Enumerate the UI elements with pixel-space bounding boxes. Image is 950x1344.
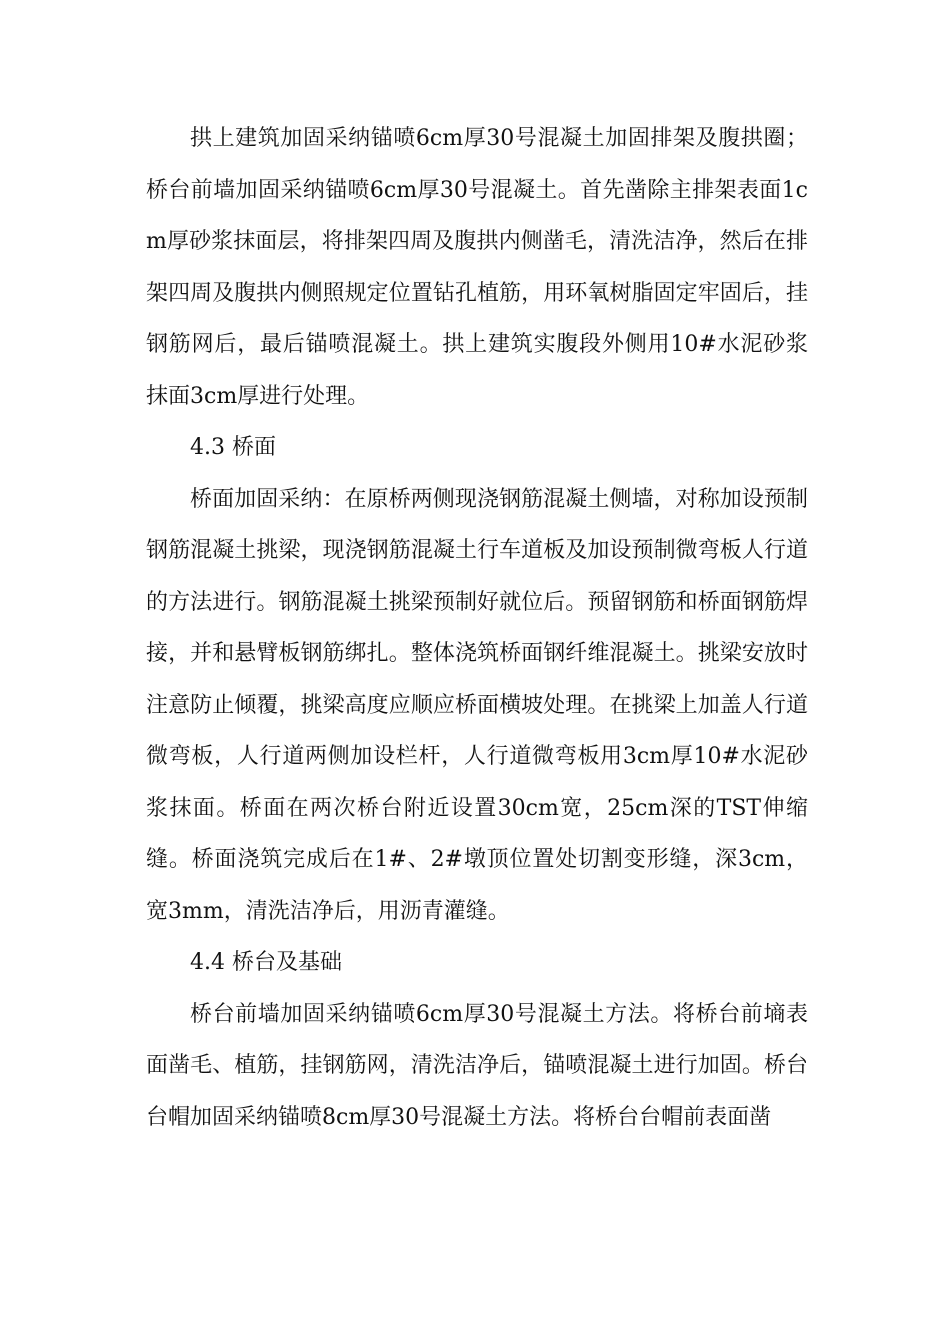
section-heading-4-3: 4.3 桥面 <box>190 435 276 460</box>
paragraph-arch-superstructure: 拱上建筑加固采纳锚喷6cm厚30号混凝土加固排架及腹拱圈；桥台前墙加固采纳锚喷6cm厚30号混凝土。首先凿除主排架表面1cm厚砂浆抹面层，将排架四周及腹拱内侧凿毛，清洗洁净，然后在排架四周及腹拱内侧照规定位置钻孔植筋，用环氧树脂固定牢固后，挂钢筋网后，最后锚喷混凝土。拱上建筑实腹段外侧用10#水泥砂浆抹面3cm厚进行处理。 <box>146 126 808 409</box>
section-heading-4-4: 4.4 桥台及基础 <box>190 950 342 975</box>
document-body <box>146 113 808 1143</box>
paragraph-bridge-deck: 桥面加固采纳：在原桥两侧现浇钢筋混凝土侧墙，对称加设预制钢筋混凝土挑梁，现浇钢筋混凝土行车道板及加设预制微弯板人行道的方法进行。钢筋混凝土挑梁预制好就位后。预留钢筋和桥面钢筋焊接，并和悬臂板钢筋绑扎。整体浇筑桥面钢纤维混凝土。挑梁安放时注意防止倾覆，挑梁高度应顺应桥面横坡处理。在挑梁上加盖人行道微弯板，人行道两侧加设栏杆，人行道微弯板用3cm厚10#水泥砂浆抹面。桥面在两次桥台附近设置30cm宽，25cm深的TST伸缩缝。桥面浇筑完成后在1#、2#墩顶位置处切割变形缝，深3cm，宽3mm，清洗洁净后，用沥青灌缝。 <box>146 486 808 924</box>
paragraph-abutment-foundation: 桥台前墙加固采纳锚喷6cm厚30号混凝土方法。将桥台前墒表面凿毛、植筋，挂钢筋网，清洗洁净后，锚喷混凝土进行加固。桥台台帽加固采纳锚喷8cm厚30号混凝土方法。将桥台台帽前表面凿 <box>146 1001 808 1130</box>
